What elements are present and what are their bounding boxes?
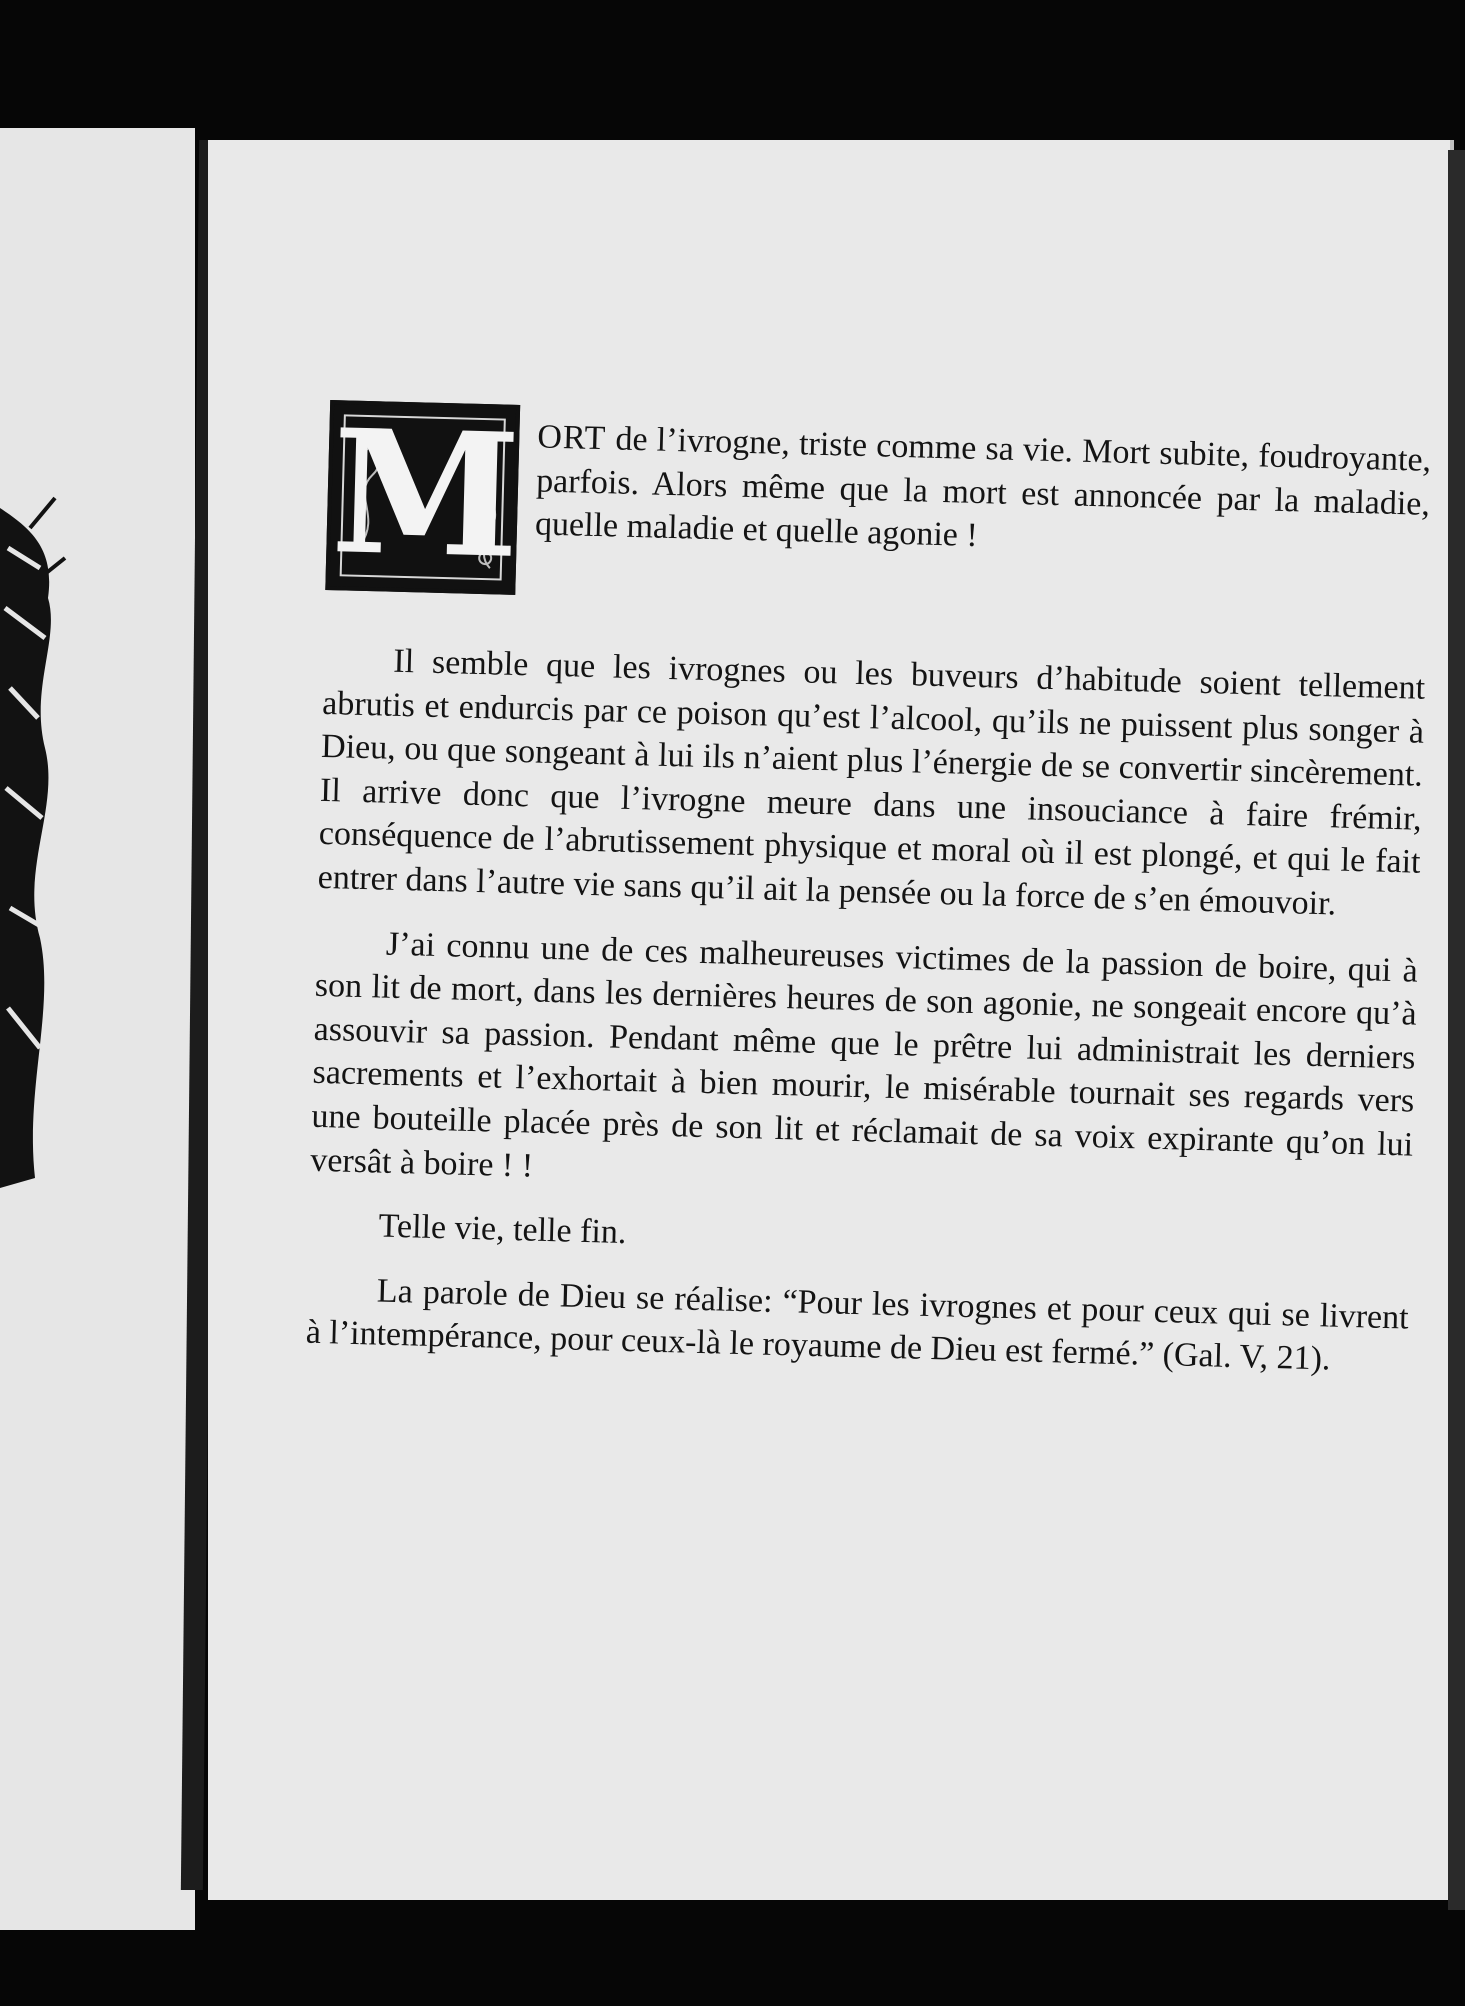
opening-paragraph — [325, 392, 1432, 639]
paragraph-1-caps: ORT — [536, 418, 607, 458]
decorated-initial — [325, 392, 523, 597]
left-page-illustration — [0, 488, 70, 1188]
page-edge-shadow — [1448, 150, 1465, 1910]
paragraph-4: Telle vie, telle fin. — [378, 1207, 627, 1252]
left-page-edge — [0, 128, 195, 1930]
initial-letter: M — [329, 392, 523, 597]
page-text — [305, 392, 1432, 1404]
paragraph-3: J’ai connu une de ces malheureuses victimes de la passion de boire, qui à son lit de mort, dans les dernières heures de son agonie, ne songeait encore qu’à assouvir sa passion. Pendant même que le prêtre lui administrait les derniers sacrements et l’exhortait à bien mourir, le misérable tournait ses regards vers une bouteille placée près de son lit et réclamait de sa voix expirante qu’on lui versât à boire ! ! — [309, 925, 1419, 1185]
paragraph-5: La parole de Dieu se réalise: “Pour les ivrognes et pour ceux qui se livrent à l’intempérance, pour ceux-là le royaume de Dieu est fermé.” (Gal. V, 21). — [305, 1272, 1410, 1378]
right-page — [208, 140, 1454, 1900]
paragraph-2: Il semble que les ivrognes ou les buveurs d’habitude soient tellement abrutis et endurcis par ce poison qu’est l’alcool, qu’ils ne puissent plus songer à Dieu, ou que songeant à lui ils n’aient plus l’énergie de se convertir sincèrement. Il arrive donc que l’ivrogne meure dans une insouciance à faire frémir, conséquence de l’abrutissement physique et moral où il est plongé, et qui le fait entrer dans l’autre vie sans qu’il ait la pensée ou la force de s’en émouvoir. — [317, 642, 1426, 923]
paragraph-1-text: de l’ivrogne, triste comme sa vie. Mort subite, foudroyante, parfois. Alors même que la mort est annoncée par la maladie, quelle maladie et quelle agonie ! — [534, 420, 1432, 555]
